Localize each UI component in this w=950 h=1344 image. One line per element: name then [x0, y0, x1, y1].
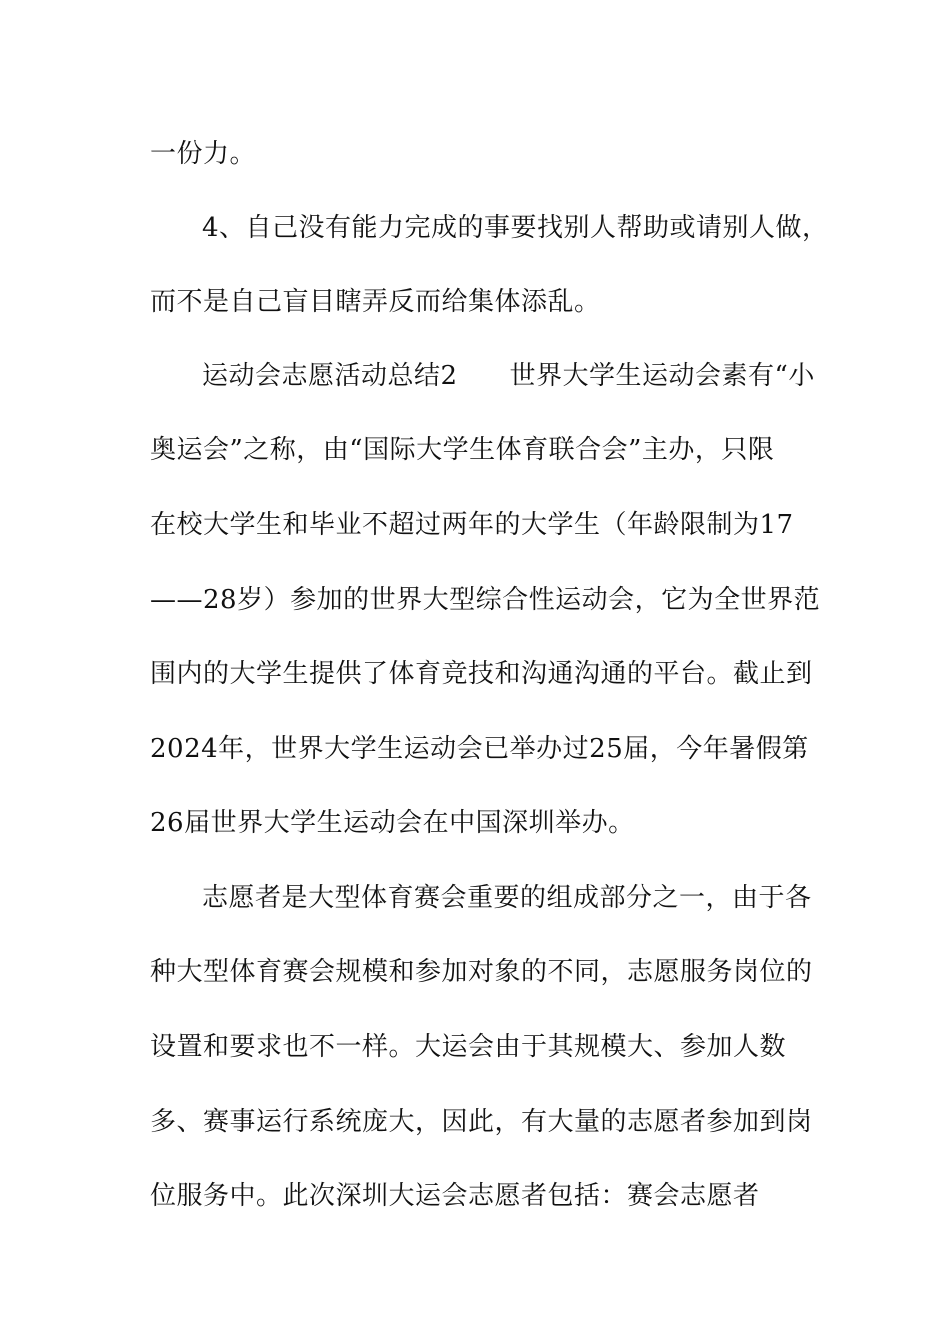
paragraph-line: 一份力。: [150, 139, 257, 169]
paragraph-line: 而不是自己盲目瞎弄反而给集体添乱。: [150, 287, 601, 317]
paragraph-line: ——28岁）参加的世界大型综合性运动会，它为全世界范: [150, 585, 821, 615]
section-heading: 运动会志愿活动总结2: [202, 361, 458, 391]
section-heading-line: [202, 360, 815, 392]
paragraph-line: 在校大学生和毕业不超过两年的大学生（年龄限制为17: [150, 510, 794, 540]
paragraph-line: 围内的大学生提供了体育竞技和沟通沟通的平台。截止到: [150, 659, 813, 689]
paragraph-text: 世界大学生运动会素有“小: [509, 361, 815, 391]
paragraph-line: 奥运会”之称，由“国际大学生体育联合会”主办，只限: [150, 435, 775, 465]
paragraph-line: 26届世界大学生运动会在中国深圳举办。: [150, 808, 635, 838]
paragraph-line: 2024年，世界大学生运动会已举办过25届，今年暑假第: [150, 734, 809, 764]
paragraph-line: 志愿者是大型体育赛会重要的组成部分之一，由于各: [202, 883, 812, 913]
paragraph-line: 4、自己没有能力完成的事要找别人帮助或请别人做，: [202, 213, 829, 243]
paragraph-line: 位服务中。此次深圳大运会志愿者包括：赛会志愿者: [150, 1181, 760, 1211]
paragraph-line: 设置和要求也不一样。大运会由于其规模大、参加人数: [150, 1032, 787, 1062]
paragraph-line: 多、赛事运行系统庞大，因此，有大量的志愿者参加到岗: [150, 1107, 813, 1137]
paragraph-line: 种大型体育赛会规模和参加对象的不同，志愿服务岗位的: [150, 957, 813, 987]
